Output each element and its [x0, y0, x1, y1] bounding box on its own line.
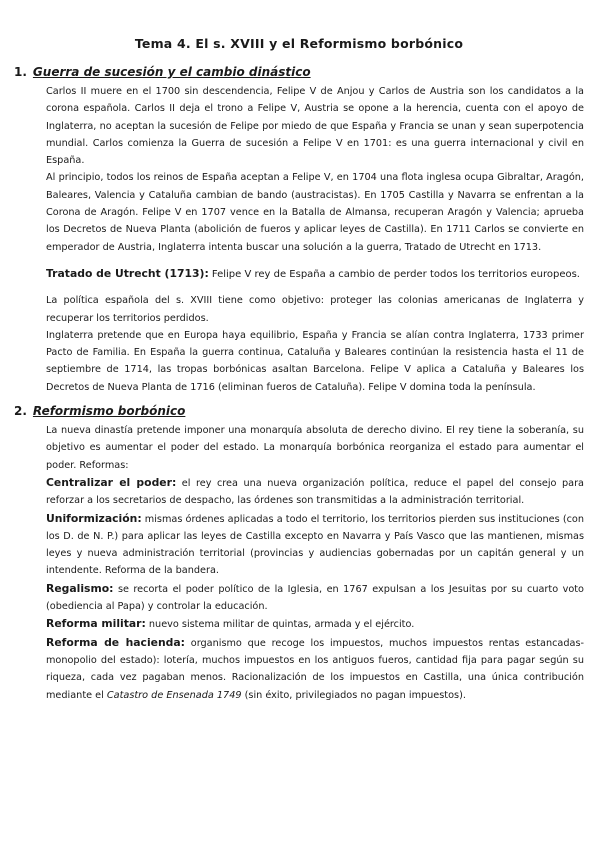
- reform-uniform-text: mismas órdenes aplicadas a todo el territorio, los territorios pierden sus instituciones (con los D. de N. P.) para aplicar las leyes de Castilla excepto en Navarra y País Vasco que las mantienen, mismas leyes y nueva administración territorial (provincias y audiencias gobernadas por un capitán general y un intendente. Reforma de la bandera.: [46, 513, 584, 577]
- section-1-number: 1.: [14, 65, 27, 79]
- reform-military: [46, 615, 584, 633]
- reform-treasury-text-b: (sin éxito, privilegiados no pagan impuestos).: [244, 689, 466, 701]
- reform-treasury-label: Reforma de hacienda:: [46, 635, 185, 649]
- reform-centralize-label: Centralizar el poder:: [46, 475, 177, 489]
- reform-regalism: [46, 580, 584, 616]
- reform-treasury: [46, 634, 584, 704]
- page-title: Tema 4. El s. XVIII y el Reformismo borbónico: [134, 36, 464, 51]
- paragraph-intro: La nueva dinastía pretende imponer una monarquía absoluta de derecho divino. El rey tiene la soberanía, su objetivo es aumentar el poder del estado. La monarquía borbónica reorganiza el estado para aumentar el poder. Reformas:: [46, 425, 584, 471]
- reform-regalism-label: Regalismo:: [46, 581, 114, 595]
- paragraph-succession: Carlos II muere en el 1700 sin descendencia, Felipe V de Anjou y Carlos de Austria son los candidatos a la corona española. Carlos II deja el trono a Felipe V, Austria se opone a la herencia, cuenta con el apoyo de Inglaterra, no aceptan la sucesión de Felipe por miedo de que España y Francia se unan y sean superpotencia mundial. Carlos comienza la Guerra de sucesión a Felipe V en 1701: es una guerra internacional y civil en España.: [46, 86, 584, 167]
- section-1-title: Guerra de sucesión y el cambio dinástico: [32, 65, 311, 79]
- reform-uniform-label: Uniformización:: [46, 511, 142, 525]
- paragraph-policy: La política española del s. XVIII tiene como objetivo: proteger las colonias americanas de Inglaterra y recuperar los territorios perdidos.: [46, 295, 584, 324]
- utrecht-label: Tratado de Utrecht (1713):: [46, 266, 209, 280]
- section-2-heading: [14, 404, 584, 418]
- reform-military-text: nuevo sistema militar de quintas, armada y el ejército.: [148, 619, 415, 631]
- reform-centralize: [46, 474, 584, 510]
- reform-centralize-text: el rey crea una nueva organización política, reduce el papel del consejo para reforzar a los secretarios de despacho, las órdenes son transmitidas a la administración territorial.: [46, 477, 584, 507]
- reform-treasury-text-a: organismo que recoge los impuestos, muchos impuestos rentas estancadas-monopolio del estado): lotería, muchos impuestos en los antiguos fueros, cantidad fija para pagar según su riqueza, cada vez pagaban menos. Racionalización de los impuestos en Castilla, una única contribución mediante el: [46, 637, 584, 701]
- reform-regalism-text: se recorta el poder político de la Iglesia, en 1767 expulsan a los Jesuitas por su cuarto voto (obediencia al Papa) y controlar la educación.: [46, 583, 584, 613]
- section-1-body: [46, 83, 584, 396]
- section-1-heading: [14, 65, 584, 79]
- reform-uniform: [46, 510, 584, 580]
- paragraph-england: Inglaterra pretende que en Europa haya equilibrio, España y Francia se alían contra Inglaterra, 1733 primer Pacto de Familia. En España la guerra continua, Cataluña y Baleares continúan la resistencia hasta el 11 de septiembre de 1714, las tropas borbónicas asaltan Barcelona. Felipe V aplica a Cataluña y Baleares los Decretos de Nueva Planta de 1716 (eliminan fueros de Cataluña). Felipe V domina toda la península.: [46, 329, 584, 393]
- section-2-number: 2.: [14, 404, 27, 419]
- section-2-body: [46, 422, 584, 704]
- section-2-title: Reformismo borbónico: [32, 404, 186, 419]
- paragraph-war: Al principio, todos los reinos de España aceptan a Felipe V, en 1704 una flota inglesa ocupa Gibraltar, Aragón, Baleares, Valencia y Cataluña cambian de bando (austracistas). En 1705 Castilla y Navarra se enfrentan a la Corona de Aragón. Felipe V en 1707 vence en la Batalla de Almansa, recuperan Aragón y Valencia; aprueba los Decretos de Nueva Planta (abolición de fueros y aplicar leyes de Castilla). En 1711 Carlos se convierte en emperador de Austria, Inglaterra intenta buscar una solución a la guerra, Tratado de Utrecht en 1713.: [46, 172, 584, 253]
- reform-military-label: Reforma militar:: [46, 617, 146, 631]
- paragraph-utrecht: [46, 265, 584, 283]
- reform-treasury-catastro: Catastro de Ensenada 1749: [106, 689, 242, 701]
- utrecht-text: Felipe V rey de España a cambio de perder todos los territorios europeos.: [211, 268, 580, 280]
